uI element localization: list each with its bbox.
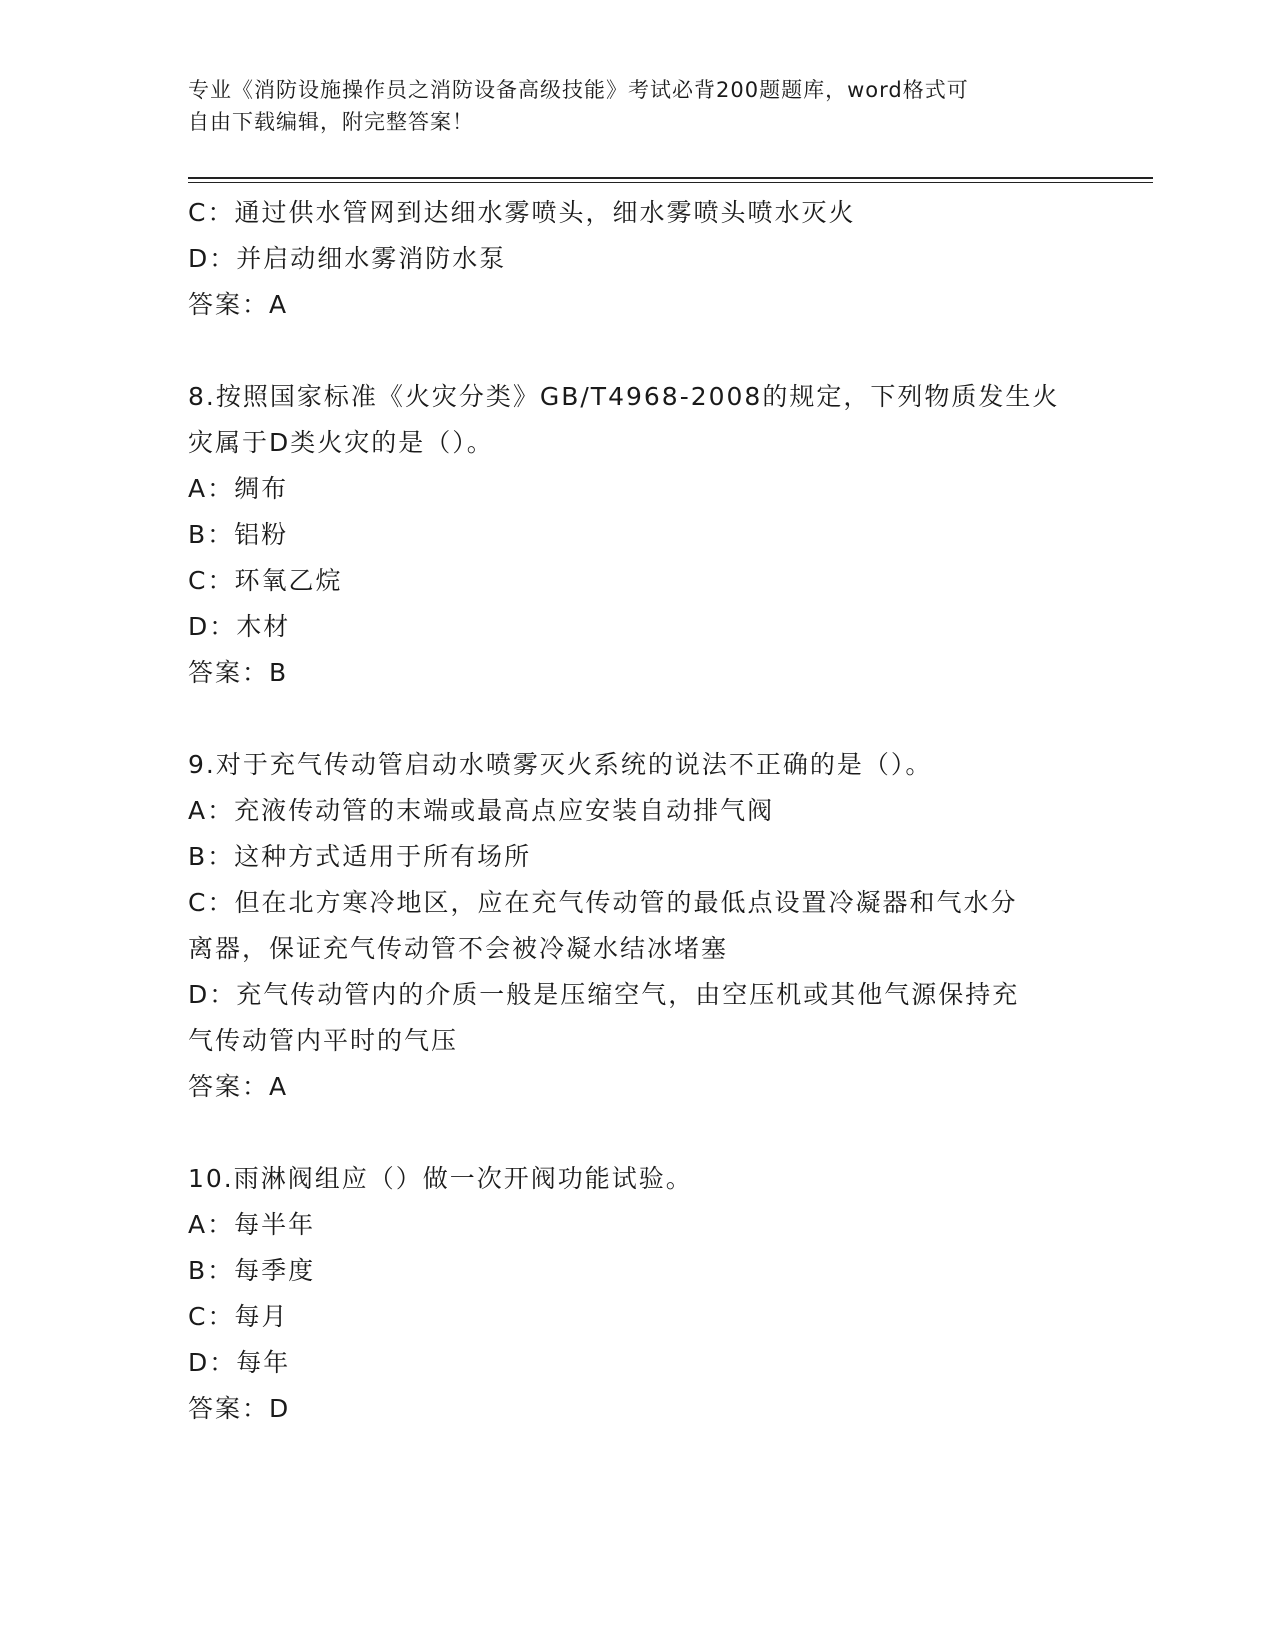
- spacer: [188, 1110, 1088, 1156]
- option-d-line-1: D：充气传动管内的介质一般是压缩空气，由空压机或其他气源保持充: [188, 980, 1020, 1009]
- question-list: [188, 190, 1088, 1432]
- question-9: [188, 742, 1088, 1110]
- option-a: A：绸布: [188, 474, 289, 503]
- document-header: [188, 74, 1088, 138]
- option-d: D：每年: [188, 1348, 291, 1377]
- answer: 答案：D: [188, 1394, 291, 1423]
- option-c-line-1: C：但在北方寒冷地区，应在充气传动管的最低点设置冷凝器和气水分: [188, 888, 1018, 917]
- option-d-line-2: 气传动管内平时的气压: [188, 1026, 459, 1055]
- answer: 答案：B: [188, 658, 289, 687]
- option-b: B：铝粉: [188, 520, 289, 549]
- spacer: [188, 328, 1088, 374]
- question-stem-line-1: 8.按照国家标准《火灾分类》GB/T4968-2008的规定，下列物质发生火: [188, 382, 1060, 411]
- option-b: B：这种方式适用于所有场所: [188, 842, 532, 871]
- option-c: C：每月: [188, 1302, 289, 1331]
- option-c-line-2: 离器，保证充气传动管不会被冷凝水结冰堵塞: [188, 934, 729, 963]
- option-c: C：通过供水管网到达细水雾喷头，细水雾喷头喷水灭火: [188, 198, 856, 227]
- question-7-tail: [188, 190, 1088, 328]
- question-stem: 10.雨淋阀组应（）做一次开阀功能试验。: [188, 1164, 693, 1193]
- option-a: A：充液传动管的末端或最高点应安装自动排气阀: [188, 796, 775, 825]
- option-d: D：木材: [188, 612, 291, 641]
- header-line-1: 专业《消防设施操作员之消防设备高级技能》考试必背200题题库，word格式可: [188, 78, 969, 102]
- header-divider-thick: [188, 177, 1153, 179]
- question-10: [188, 1156, 1088, 1432]
- question-stem: 9.对于充气传动管启动水喷雾灭火系统的说法不正确的是（）。: [188, 750, 933, 779]
- header-divider-thin: [188, 182, 1153, 183]
- option-a: A：每半年: [188, 1210, 316, 1239]
- spacer: [188, 696, 1088, 742]
- question-stem-line-2: 灾属于D类火灾的是（）。: [188, 428, 494, 457]
- option-d: D：并启动细水雾消防水泵: [188, 244, 507, 273]
- option-c: C：环氧乙烷: [188, 566, 343, 595]
- option-b: B：每季度: [188, 1256, 316, 1285]
- question-8: [188, 374, 1088, 696]
- answer: 答案：A: [188, 290, 289, 319]
- header-line-2: 自由下载编辑，附完整答案！: [188, 110, 474, 134]
- answer: 答案：A: [188, 1072, 289, 1101]
